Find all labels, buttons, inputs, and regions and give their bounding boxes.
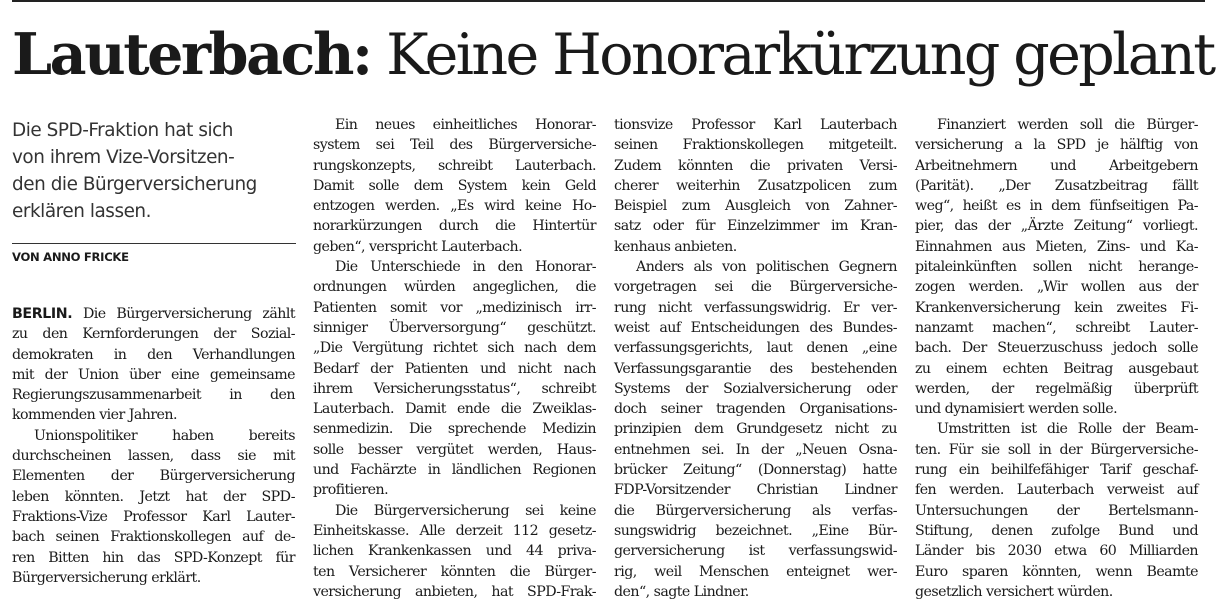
teaser-line: von ihrem Vize-Vorsitzen-: [12, 147, 235, 168]
text-line: rig, weil Menschen enteignet wer-: [614, 563, 897, 580]
text-line: fen werden. Lauterbach verweist auf: [915, 482, 1198, 499]
text-line: system sei Teil des Bürgerversiche-: [313, 137, 596, 154]
text-line: Die Unterschiede in den Honorar-: [335, 259, 596, 276]
text-line: Die Bürgerversicherung sei keine: [335, 502, 596, 519]
text-line: Untersuchungen der Bertelsmann-: [915, 502, 1198, 519]
text-line: Fraktions-Vize Professor Karl Lauter-: [12, 508, 295, 525]
text-line: brücker Zeitung“ (Donnerstag) hatte: [614, 462, 897, 479]
text-line: lichen Krankenkassen und 44 priva-: [313, 543, 596, 560]
text-line: kommenden vier Jahren.: [12, 407, 177, 424]
text-line: Länder bis 2030 etwa 60 Milliarden: [915, 543, 1198, 560]
text-line-rest: Die Bürgerversicherung zählt: [72, 306, 295, 322]
text-line: prinzipien dem Grundgesetz nicht zu: [614, 421, 897, 438]
text-line: tionsvize Professor Karl Lauterbach: [614, 117, 897, 133]
text-line: Unionspolitiker haben bereits: [34, 427, 295, 444]
article-column-4: [915, 115, 1198, 602]
text-line: Systems der Sozialversicherung oder: [614, 380, 897, 397]
text-line: Stiftung, denen zufolge Bund und: [915, 522, 1198, 539]
text-line: versicherung anbieten, hat SPD-Frak-: [313, 583, 596, 600]
text-line: Einheitskasse. Alle derzeit 112 gesetz-: [313, 522, 596, 539]
text-line: Finanziert werden soll die Bürger-: [937, 117, 1198, 133]
headline-title: Keine Honorarkürzung geplant: [370, 22, 1214, 88]
text-line: gerversicherung ist verfassungswid-: [614, 543, 897, 560]
text-line: (Parität). „Der Zusatzbeitrag fällt: [915, 177, 1198, 194]
teaser-line: Die SPD-Fraktion hat sich: [12, 120, 233, 141]
top-rule: [12, 0, 1205, 2]
text-line: Arbeitnehmern und Arbeitgebern: [915, 157, 1198, 174]
text-line: vorgetragen sei die Bürgerversiche-: [614, 279, 897, 296]
text-line: pier, das der „Ärzte Zeitung“ vorliegt.: [915, 218, 1198, 235]
text-line: entnehmen sei. In der „Neuen Osna-: [614, 441, 897, 458]
text-line: weist auf Entscheidungen des Bundes-: [614, 319, 897, 336]
text-line: cherer weiterhin Zusatzpolicen zum: [614, 177, 897, 194]
text-line: Damit solle dem System kein Geld: [313, 177, 596, 194]
text-line: die Bürgerversicherung als verfas-: [614, 502, 897, 519]
text-line: Krankenversicherung kein zweites Fi-: [915, 299, 1198, 316]
text-line: kenhaus anbieten.: [614, 238, 737, 255]
text-line: Patienten somit vor „medizinisch irr-: [313, 299, 596, 316]
text-line: Ein neues einheitliches Honorar-: [335, 117, 596, 133]
article-column-2: [313, 115, 596, 602]
text-line: gesetzlich versichert würden.: [915, 583, 1113, 600]
text-line: seinen Fraktionskollegen mitgeteilt.: [614, 137, 897, 154]
text-line: Regierungszusammenarbeit in den: [12, 387, 295, 404]
article-column-3: [614, 115, 897, 602]
text-line: mit der Union über eine gemeinsame: [12, 366, 295, 383]
text-line: „Die Vergütung richtet sich nach dem: [313, 340, 596, 357]
text-line: Zudem könnten die privaten Versi-: [614, 157, 897, 174]
text-line: weg“, heißt es in dem fünfseitigen Pa-: [915, 198, 1198, 215]
text-line: entzogen werden. „Es wird keine Ho-: [313, 198, 596, 215]
text-line: norarkürzungen durch die Hintertür: [313, 218, 596, 235]
text-line: nanzamt machen“, schreibt Lauter-: [915, 319, 1198, 336]
text-line: zu den Kernforderungen der Sozial-: [12, 326, 295, 343]
text-line: Umstritten ist die Rolle der Beam-: [937, 421, 1198, 438]
text-line: FDP-Vorsitzender Christian Lindner: [614, 482, 897, 499]
text-line: rungskonzepts, schreibt Lauterbach.: [313, 157, 596, 174]
text-line: bach. Der Steuerzuschuss jedoch solle: [915, 340, 1198, 357]
text-line: satz oder für Einzelzimmer im Kran-: [614, 218, 897, 235]
teaser-line: den die Bürgerversicherung: [12, 174, 257, 195]
dateline: BERLIN.: [12, 306, 73, 322]
text-line: den“, sagte Lindner.: [614, 583, 749, 600]
text-line: profitieren.: [313, 482, 389, 499]
text-line: ordnungen würden angeglichen, die: [313, 279, 596, 296]
text-line: verfassungsgerichts, laut denen „eine: [614, 340, 897, 357]
text-line: demokraten in den Verhandlungen: [12, 346, 295, 363]
text-line: ten Versicherer könnten die Bürger-: [313, 563, 596, 580]
text-line: rung ein beihilfefähiger Tarif geschaf-: [915, 462, 1198, 479]
text-line: rung nicht verfassungswidrig. Er ver-: [614, 299, 897, 316]
teaser: [12, 117, 297, 225]
text-line: ren Bitten hin das SPD-Konzept für: [12, 549, 295, 566]
text-line: ten. Für sie soll in der Bürgerversiche-: [915, 441, 1198, 458]
text-line: zogen werden. „Wir wollen aus der: [915, 279, 1198, 296]
text-line: ihrem Versicherungsstatus“, schreibt: [313, 380, 596, 397]
text-line: doch seiner tragenden Organisations-: [614, 401, 897, 418]
text-line: Bürgerversicherung erklärt.: [12, 569, 201, 586]
text-line: versicherung a la SPD je hälftig von: [915, 137, 1198, 154]
text-line: geben“, verspricht Lauterbach.: [313, 238, 523, 255]
text-line: werden, der regelmäßig überprüft: [915, 380, 1198, 397]
text-line: senmedizin. Die sprechende Medizin: [313, 421, 596, 438]
text-line: zu einem echten Beitrag ausgebaut: [915, 360, 1198, 377]
text-line: Lauterbach. Damit ende die Zweiklas-: [313, 401, 596, 418]
text-line: sungswidrig bezeichnet. „Eine Bür-: [614, 522, 897, 539]
text-line: Beispiel zum Ausgleich von Zahner-: [614, 198, 897, 215]
text-line: durchscheinen lassen, dass sie mit: [12, 448, 295, 465]
text-line: Euro sparen könnten, wenn Beamte: [915, 563, 1198, 580]
text-line: Anders als von politischen Gegnern: [636, 259, 897, 276]
text-line: Elementen der Bürgerversicherung: [12, 468, 295, 485]
text-line: pitaleinkünften sollen nicht herange-: [915, 259, 1198, 276]
text-line: Einnahmen aus Mieten, Zins- und Ka-: [915, 238, 1198, 255]
headline: [12, 22, 1212, 92]
text-line: solle besser vergütet werden, Haus-: [313, 441, 596, 458]
text-line: Verfassungsgarantie des bestehenden: [614, 360, 897, 377]
text-line: bach seinen Fraktionskollegen auf de-: [12, 529, 295, 546]
text-line: und Fachärzte in ländlichen Regionen: [313, 462, 596, 479]
article-column-1: [12, 304, 295, 588]
teaser-line: erklären lassen.: [12, 201, 152, 222]
headline-name: Lauterbach:: [12, 21, 371, 88]
byline: VON ANNO FRICKE: [12, 250, 129, 264]
text-line: leben könnten. Jetzt hat der SPD-: [12, 488, 295, 505]
text-line: sinniger Überversorgung“ geschützt.: [313, 319, 596, 336]
byline-rule: [12, 243, 296, 244]
text-line: und dynamisiert werden solle.: [915, 401, 1118, 418]
text-line: [12, 304, 295, 324]
text-line: Bedarf der Patienten und nicht nach: [313, 360, 596, 377]
